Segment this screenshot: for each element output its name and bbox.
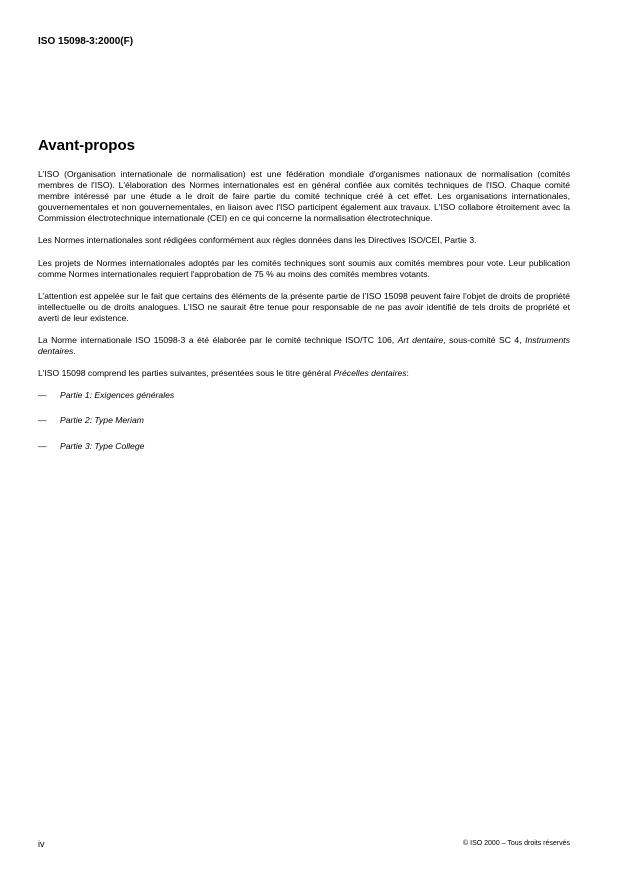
committee-end: . bbox=[73, 346, 76, 357]
committee-text: La Norme internationale ISO 15098-3 a été élaborée par le comité technique ISO/TC 106, bbox=[38, 335, 398, 346]
paragraph-patent-rights: L’attention est appelée sur le fait que certains des éléments de la présente partie de l’ISO 15098 peuvent faire l’objet de droits de propriété intellectuelle ou de droits analogues. L’ISO ne saurait être tenue pour responsable de ne pas avoir identifié de tels droits de propriété et averti de leur existence. bbox=[38, 290, 570, 323]
list-dash: — bbox=[38, 440, 47, 451]
document-id: ISO 15098-3:2000(F) bbox=[38, 36, 134, 47]
general-title: Précelles dentaires bbox=[333, 368, 407, 379]
list-dash: — bbox=[38, 390, 47, 401]
part-label: Partie 1: Exigences générales bbox=[60, 390, 175, 401]
paragraph-parts-intro bbox=[38, 368, 570, 379]
list-item bbox=[38, 441, 570, 452]
parts-intro-end: : bbox=[406, 368, 409, 379]
list-item bbox=[38, 415, 570, 426]
part-label: Partie 3: Type College bbox=[60, 440, 145, 451]
parts-intro-text: L'ISO 15098 comprend les parties suivantes, présentées sous le titre général bbox=[38, 368, 334, 379]
foreword-body bbox=[38, 169, 570, 466]
list-dash: — bbox=[38, 415, 47, 426]
parts-list bbox=[38, 390, 570, 451]
part-label: Partie 2: Type Meriam bbox=[60, 415, 144, 426]
list-item bbox=[38, 390, 570, 401]
paragraph-draft-standards: Les projets de Normes internationales adoptés par les comités techniques sont soumis aux comités membres pour vote. Leur publication comme Normes internationales requiert l'approbation de 75 % au moins des comités membres votants. bbox=[38, 257, 570, 279]
copyright-notice: © ISO 2000 – Tous droits réservés bbox=[463, 840, 570, 847]
paragraph-committee bbox=[38, 335, 570, 357]
section-title: Avant-propos bbox=[38, 137, 135, 154]
subcommittee-name: Instruments dentaires bbox=[38, 335, 570, 357]
paragraph-directives: Les Normes internationales sont rédigées conformément aux règles données dans les Directives ISO/CEI, Partie 3. bbox=[38, 235, 477, 246]
paragraph-iso-organisation: L'ISO (Organisation internationale de normalisation) est une fédération mondiale d'organismes nationaux de normalisation (comités membres de l'ISO). L'élaboration des Normes internationales est en général confiée aux comités techniques de l'ISO. Chaque comité membre intéressé par une étude a le droit de faire partie du comité technique créé à cet effet. Les organisations internationales, gouvernementales et non gouvernementales, en liaison avec l'ISO participent également aux travaux. L'ISO collabore étroitement avec la Commission électrotechnique internationale (CEI) en ce qui concerne la normalisation électrotechnique. bbox=[38, 169, 570, 224]
committee-name: Art dentaire bbox=[397, 335, 444, 346]
subcommittee-text: , sous-comité SC 4, bbox=[443, 335, 526, 346]
page-number: iv bbox=[38, 839, 45, 849]
